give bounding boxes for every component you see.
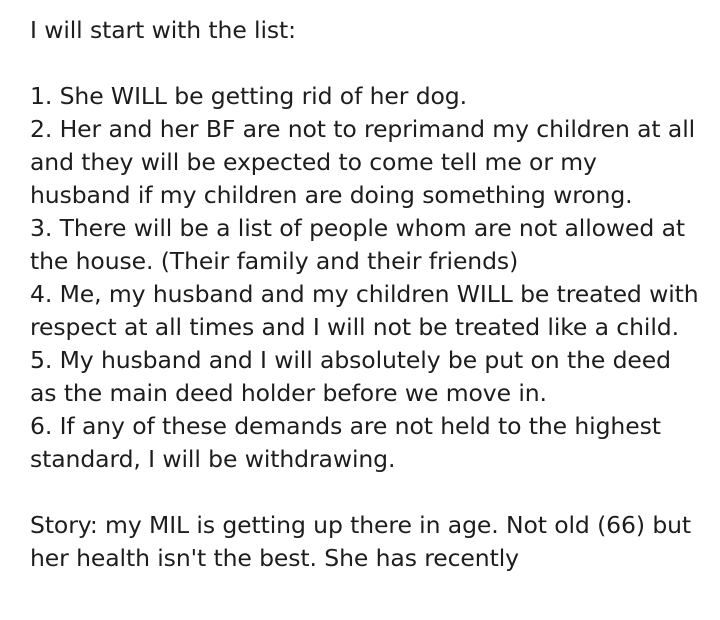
list-item: 1. She WILL be getting rid of her dog. <box>30 82 467 110</box>
intro-paragraph: I will start with the list: <box>30 16 296 44</box>
list-item: 4. Me, my husband and my children WILL be treated with respect at all times and I will not be treated like a child. <box>30 280 706 341</box>
list-item: 6. If any of these demands are not held to the highest standard, I will be withdrawing. <box>30 412 669 473</box>
list-item: 5. My husband and I will absolutely be put on the deed as the main deed holder before we move in. <box>30 346 679 407</box>
list-item: 3. There will be a list of people whom are not allowed at the house. (Their family and their friends) <box>30 214 693 275</box>
list-item: 2. Her and her BF are not to reprimand my children at all and they will be expected to come tell me or my husband if my children are doing something wrong. <box>30 115 703 209</box>
demands-list <box>30 80 704 476</box>
story-paragraph: Story: my MIL is getting up there in age. Not old (66) but her health isn't the best. She has recently <box>30 511 699 572</box>
